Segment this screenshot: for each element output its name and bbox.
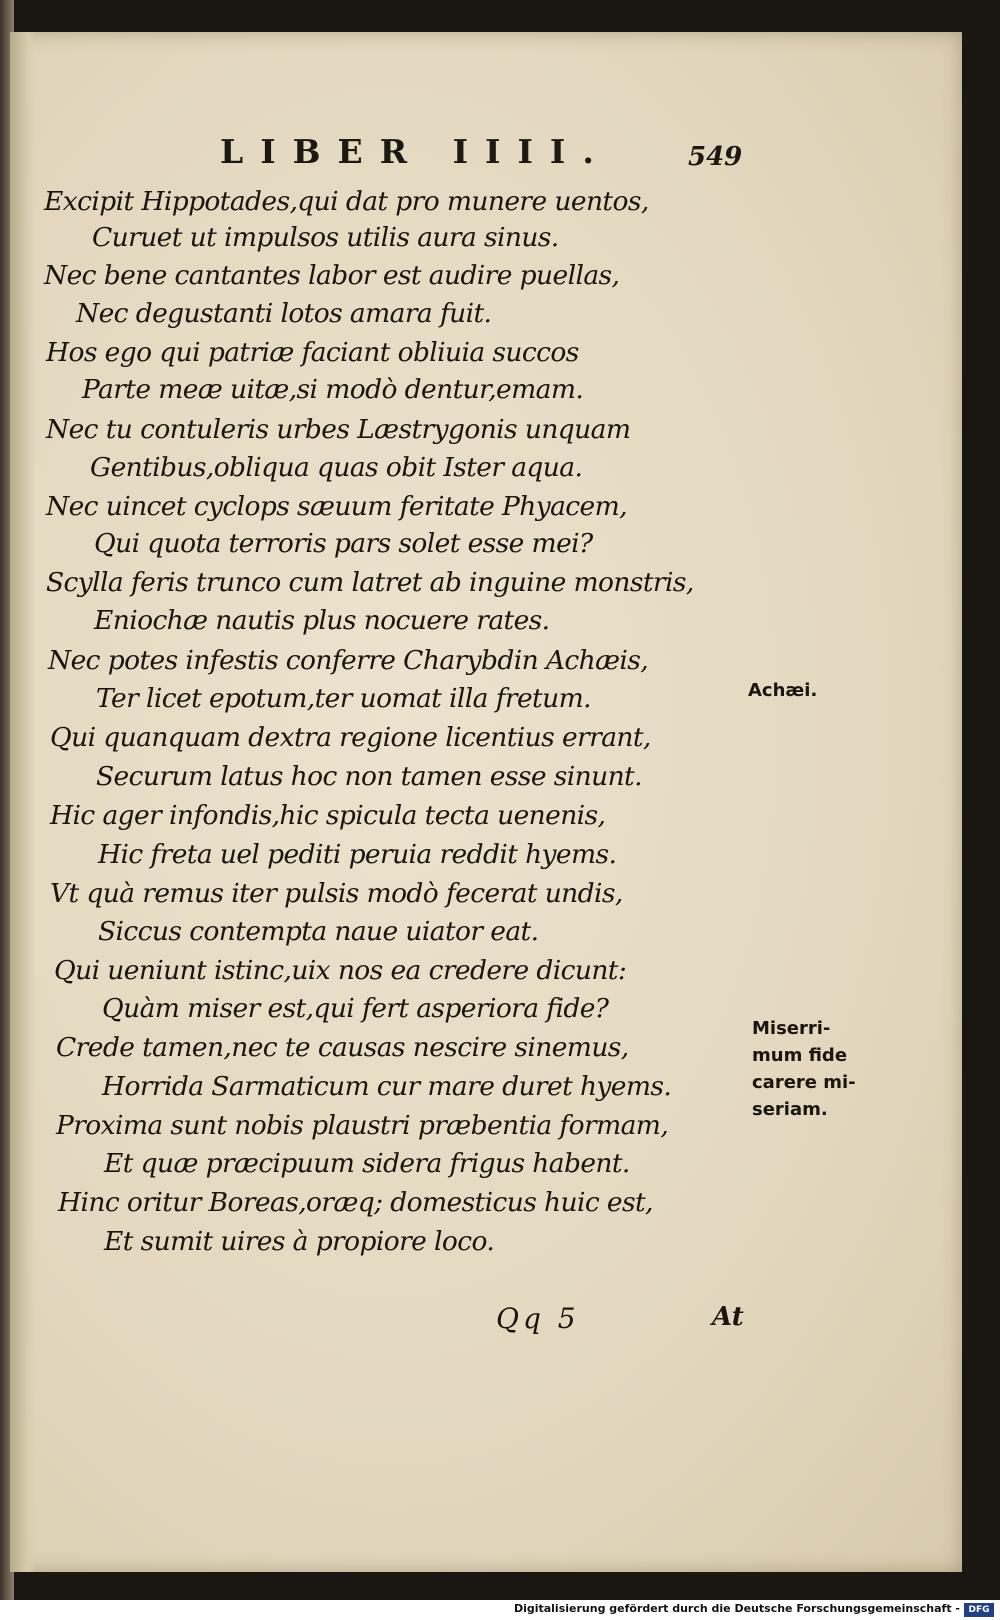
verse-line: Eniochæ nautis plus nocuere rates. [94, 605, 550, 636]
verse-line: Ter licet epotum,ter uomat illa fretum. [96, 683, 591, 714]
margin-note-achaei: Achæi. [748, 680, 818, 701]
verse-line: Hinc oritur Boreas,oræq; domesticus huic est, [58, 1187, 653, 1218]
verse-line: Hic ager infondis,hic spicula tecta uenenis, [50, 800, 606, 831]
verse-line: Nec uincet cyclops sæuum feritate Phyacem, [46, 491, 627, 522]
margin-note-line: Miserri- [752, 1018, 831, 1039]
verse-line: Curuet ut impulsos utilis aura sinus. [92, 222, 559, 253]
verse-line: Siccus contempta naue uiator eat. [98, 916, 539, 947]
verse-line: Hos ego qui patriæ faciant obliuia succos [46, 337, 579, 368]
verse-line: Hic freta uel pediti peruia reddit hyems. [98, 839, 617, 870]
verse-line: Horrida Sarmaticum cur mare duret hyems. [102, 1071, 672, 1102]
credit-text: Digitalisierung gefördert durch die Deutsche Forschungsgemeinschaft - [513, 1602, 960, 1615]
running-title: LIBER IIII. [220, 132, 611, 171]
verse-line: Qui ueniunt istinc,uix nos ea credere dicunt: [54, 955, 627, 986]
page-number: 549 [688, 142, 743, 172]
verse-line: Nec degustanti lotos amara fuit. [76, 298, 492, 329]
margin-note-line: seriam. [752, 1099, 828, 1120]
verse-line: Vt quà remus iter pulsis modò fecerat undis, [50, 878, 623, 909]
catchword: At [712, 1302, 744, 1332]
verse-line: Securum latus hoc non tamen esse sinunt. [96, 761, 642, 792]
signature-mark: Qq 5 [496, 1302, 580, 1335]
verse-line: Parte meæ uitæ,si modò dentur,emam. [82, 374, 584, 405]
verse-line: Nec potes infestis conferre Charybdin Achæis, [48, 645, 649, 676]
margin-note-line: carere mi- [752, 1072, 856, 1093]
verse-line: Quàm miser est,qui fert asperiora fide? [102, 993, 609, 1024]
verse-line: Nec tu contuleris urbes Læstrygonis unquam [46, 414, 631, 445]
page-gutter-shadow [10, 32, 36, 1572]
margin-note-line: mum fide [752, 1045, 848, 1066]
verse-line: Crede tamen,nec te causas nescire sinemus, [56, 1032, 629, 1063]
digitization-credit-bar [0, 1600, 1000, 1620]
verse-line: Gentibus,obliqua quas obit Ister aqua. [90, 452, 583, 483]
verse-line: Proxima sunt nobis plaustri præbentia formam, [56, 1110, 669, 1141]
verse-line: Scylla feris trunco cum latret ab inguine monstris, [46, 567, 694, 598]
verse-line: Excipit Hippotades,qui dat pro munere uentos, [44, 186, 649, 217]
margin-note-miserrimum [752, 1015, 856, 1123]
verse-line: Et sumit uires à propiore loco. [104, 1226, 495, 1257]
verse-line: Qui quanquam dextra regione licentius errant, [50, 722, 651, 753]
verse-line: Qui quota terroris pars solet esse mei? [94, 528, 593, 559]
dfg-logo-badge: DFG [964, 1603, 994, 1617]
verse-line: Nec bene cantantes labor est audire puellas, [44, 260, 620, 291]
verse-line: Et quæ præcipuum sidera frigus habent. [104, 1148, 630, 1179]
